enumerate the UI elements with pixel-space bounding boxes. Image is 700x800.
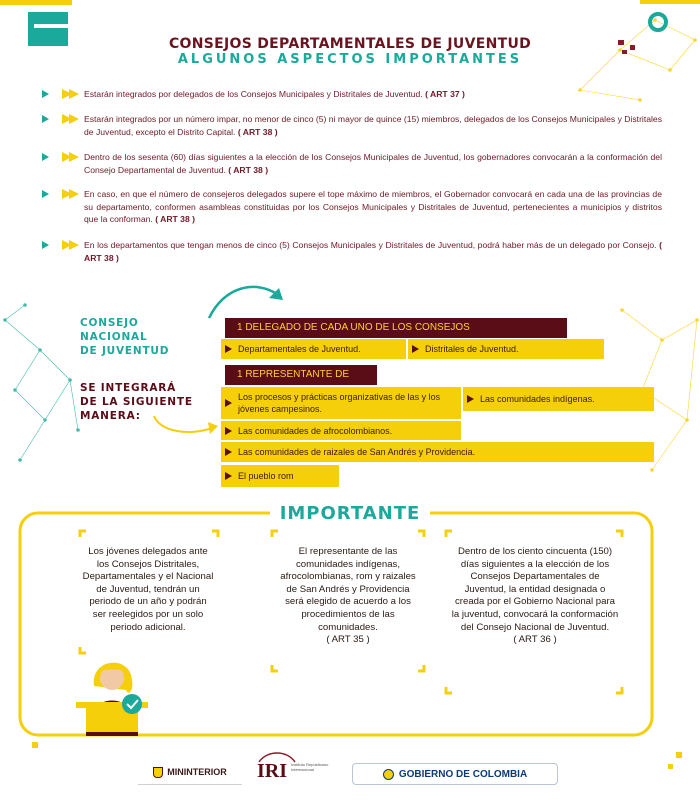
delegate-item [221, 339, 406, 359]
iri-logo [255, 750, 335, 790]
double-arrow-icon [42, 240, 80, 250]
representative-item-label: El pueblo rom [238, 471, 294, 481]
triangle-icon [225, 399, 232, 407]
bullet-text: En caso, en que el número de consejeros delegados supere el tope máximo de miembros, el Gobernador convocará en cada una de las provincias de su departamento, conformen asambleas constituidas por los Consejos Municipales y Distritales de Juventud, pertenecientes a municipios y distritos que la conforman. [84, 189, 662, 225]
page-subtitle: ALGUNOS ASPECTOS IMPORTANTES [177, 52, 523, 67]
integrate-title-line: DE LA SIGUIENTE [80, 396, 193, 408]
iri-label: IRI [257, 760, 288, 782]
triangle-icon [412, 345, 419, 353]
article-ref: ( ART 38 ) [155, 214, 195, 225]
important-col1-text: Los jóvenes delegados ante los Consejos Distritales, Departamentales y el Nacional de Juventud, tendrán un periodo de un año y podrán ser reelegidos por un solo periodo adicional. [82, 546, 214, 633]
representative-item-label: Las comunidades de afrocolombianos. [238, 425, 393, 436]
top-left-white-stripe [34, 24, 74, 28]
double-arrow-icon [42, 152, 80, 162]
speaker-illustration [72, 648, 162, 738]
important-col3-text: Dentro de los ciento cincuenta (150) días siguientes a la elección de los Consejos Departamentales de Juventud, la entidad designada o creada por el Gobierno Nacional para la juventud, convocará la conformación del Consejo Nacional de Juventud. [451, 546, 619, 633]
representative-item-label: Las comunidades indígenas. [480, 394, 595, 404]
triangle-icon [225, 345, 232, 353]
delegate-header: 1 DELEGADO DE CADA UNO DE LOS CONSEJOS [225, 318, 567, 338]
top-decor-bar [0, 0, 72, 5]
national-council-title [80, 316, 169, 358]
article-ref: ( ART 38 ) [84, 240, 662, 263]
important-col2 [276, 546, 420, 647]
gobierno-label: GOBIERNO DE COLOMBIA [398, 768, 528, 780]
triangle-icon [225, 472, 232, 480]
representative-header: 1 REPRESENTANTE DE [225, 365, 377, 385]
article-ref: ( ART 38 ) [228, 164, 269, 175]
bullet-text: Estarán integrados por delegados de los Consejos Municipales y Distritales de Juventud. [84, 89, 423, 99]
bullet-text: En los departamentos que tengan menos de cinco (5) Consejos Municipales y Distritales de Juventud, podrá haber más de un delegado por Consejo. [84, 240, 657, 250]
representative-item [221, 421, 461, 440]
triangle-icon [467, 395, 474, 403]
representative-item [221, 442, 654, 462]
integrate-title-line: MANERA: [80, 410, 141, 422]
decor-square [676, 752, 682, 758]
national-title-line: NACIONAL [80, 331, 148, 343]
bullet-item [42, 151, 662, 176]
national-title-line: CONSEJO [80, 317, 139, 329]
important-col3 [450, 546, 620, 647]
decor-square [32, 742, 38, 748]
iri-sublabel: Instituto Republicano Internacional [291, 762, 329, 772]
colombia-shield-icon [383, 769, 394, 780]
decor-square [668, 764, 673, 769]
representative-item-label: Los procesos y prácticas organizativas de las y los jóvenes campesinos. [238, 392, 441, 414]
article-ref: ( ART 38 ) [237, 126, 278, 137]
double-arrow-icon [42, 89, 80, 99]
important-title: IMPORTANTE [279, 503, 421, 524]
curved-arrow-icon [205, 278, 290, 323]
double-arrow-icon [42, 114, 80, 124]
article-ref: ( ART 35 ) [326, 634, 370, 646]
shield-icon [153, 767, 163, 778]
bullet-text: Estarán integrados por un número impar, no menor de cinco (5) ni mayor de quince (15) miembros, delegados de los Consejos Municipales y Distritales de Juventud, excepto el Distrito Capital. [84, 114, 662, 137]
delegate-item-label: Departamentales de Juventud. [238, 344, 361, 354]
delegate-item-label: Distritales de Juventud. [425, 344, 519, 354]
bullet-item [42, 239, 662, 264]
mininterior-label: MININTERIOR [167, 767, 227, 777]
delegate-item [408, 339, 604, 359]
national-title-line: DE JUVENTUD [80, 345, 170, 357]
bullet-text: Dentro de los sesenta (60) días siguientes a la elección de los Consejos Municipales de Juventud, los gobernadores convocarán a la conformación del Consejo Departamental de Juventud. [84, 152, 662, 175]
bullet-item [42, 113, 662, 138]
double-arrow-icon [42, 189, 80, 199]
article-ref: ( ART 36 ) [513, 634, 557, 646]
top-right-yellow-bar [640, 0, 700, 4]
integrate-title-line: SE INTEGRARÁ [80, 382, 177, 394]
triangle-icon [225, 448, 232, 456]
representative-item [221, 387, 461, 419]
representative-item [221, 465, 339, 487]
representative-item [463, 387, 654, 411]
network-decor-left [0, 300, 80, 480]
triangle-icon [225, 427, 232, 435]
article-ref: ( ART 37 ) [425, 89, 465, 99]
mininterior-logo [138, 760, 242, 785]
page-title: CONSEJOS DEPARTAMENTALES DE JUVENTUD [168, 36, 532, 52]
gobierno-logo [352, 763, 558, 785]
curved-arrow-icon [150, 410, 220, 440]
bullet-item [42, 188, 662, 226]
bullet-item [42, 88, 662, 101]
representative-item-label: Las comunidades de raizales de San Andrés y Providencia. [238, 447, 476, 457]
important-col2-text: El representante de las comunidades indígenas, afrocolombianas, rom y raizales de San Andrés y Providencia será elegido de acuerdo a los procedimientos de las comunidades. [280, 546, 416, 633]
